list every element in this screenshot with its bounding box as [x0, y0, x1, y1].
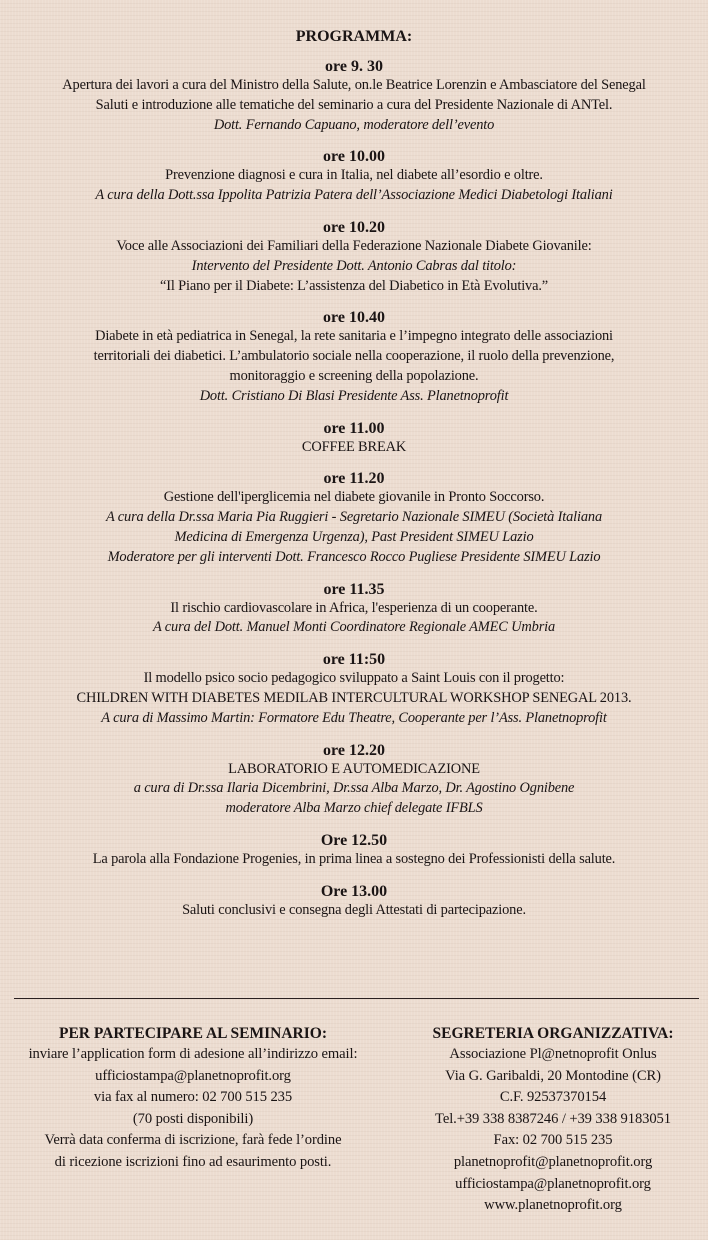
program-speaker: moderatore Alba Marzo chief delegate IFBLS [225, 800, 483, 817]
program-description: Voce alle Associazioni dei Familiari della Federazione Nazionale Diabete Giovanile: [116, 237, 592, 254]
program-time: ore 12.20 [323, 741, 385, 759]
program-speaker: Intervento del Presidente Dott. Antonio Cabras dal titolo: [191, 257, 517, 274]
program-speaker: Dott. Fernando Capuano, moderatore dell’evento [213, 116, 495, 133]
section-divider [14, 998, 699, 999]
program-description: Apertura dei lavori a cura del Ministro della Salute, on.le Beatrice Lorenzin e Ambasciatore del Senegal [62, 77, 646, 93]
program-item [0, 650, 708, 728]
participate-email-link[interactable]: ufficiostampa@planetnoprofit.org [95, 1067, 291, 1084]
program-time: Ore 13.00 [320, 882, 388, 900]
program-description: Il modello psico socio pedagogico sviluppato a Saint Louis con il progetto: [143, 670, 565, 687]
program-time: ore 11.00 [323, 419, 385, 437]
participate-line: inviare l’application form di adesione all’indirizzo email: [28, 1046, 358, 1062]
program-title: PROGRAMMA: [295, 28, 413, 45]
program-speaker: Dott. Cristiano Di Blasi Presidente Ass. Planetnoprofit [199, 387, 509, 404]
secretariat-tax-code: C.F. 92537370154 [499, 1089, 607, 1106]
program-speaker: Moderatore per gli interventi Dott. Francesco Rocco Pugliese Presidente SIMEU Lazio [107, 548, 601, 565]
program-description: Il rischio cardiovascolare in Africa, l'esperienza di un cooperante. [170, 599, 538, 616]
secretariat-section [398, 1024, 708, 1217]
secretariat-email-link[interactable]: planetnoprofit@planetnoprofit.org [453, 1153, 653, 1170]
program-speaker: A cura di Massimo Martin: Formatore Edu Theatre, Cooperante per l’Ass. Planetnoprofit [101, 709, 607, 726]
secretariat-address: Via G. Garibaldi, 20 Montodine (CR) [445, 1067, 661, 1084]
program-description: “Il Piano per il Diabete: L’assistenza del Diabetico in Età Evolutiva.” [159, 277, 549, 294]
secretariat-press-email-link[interactable]: ufficiostampa@planetnoprofit.org [455, 1175, 651, 1192]
program-item [0, 580, 708, 639]
program-time: ore 10.00 [323, 148, 385, 166]
participate-line: Verrà data conferma di iscrizione, farà fede l’ordine [44, 1132, 342, 1149]
program-speaker: A cura della Dott.ssa Ippolita Patrizia Patera dell’Associazione Medici Diabetologi Italiani [95, 187, 613, 204]
program-description: monitoraggio e screening della popolazione. [229, 367, 479, 384]
program-time: ore 11.20 [323, 470, 385, 488]
secretariat-organization: Associazione Pl@netnoprofit Onlus [449, 1046, 657, 1062]
program-speaker: Medicina di Emergenza Urgenza), Past President SIMEU Lazio [174, 528, 534, 545]
participate-section [0, 1024, 386, 1174]
program-description: COFFEE BREAK [301, 438, 407, 455]
participate-heading: PER PARTECIPARE AL SEMINARIO: [58, 1025, 327, 1042]
program-item [0, 469, 708, 567]
program-time: ore 10.40 [323, 309, 385, 327]
program-description: Saluti conclusivi e consegna degli Attestati di partecipazione. [182, 901, 526, 918]
program-description: Saluti e introduzione alle tematiche del seminario a cura del Presidente Nazionale di ANTel. [95, 96, 613, 113]
program-speaker: A cura del Dott. Manuel Monti Coordinatore Regionale AMEC Umbria [152, 619, 556, 636]
program-description: Prevenzione diagnosi e cura in Italia, nel diabete all’esordio e oltre. [165, 167, 543, 184]
program-list [0, 57, 708, 933]
program-description: La parola alla Fondazione Progenies, in prima linea a sostegno dei Professionisti della salute. [92, 850, 616, 867]
secretariat-phone: Tel.+39 338 8387246 / +39 338 9183051 [435, 1110, 671, 1127]
program-time: ore 9. 30 [325, 58, 383, 75]
program-item [0, 218, 708, 296]
program-time: ore 10.20 [323, 218, 385, 236]
participate-fax: via fax al numero: 02 700 515 235 [93, 1089, 293, 1106]
program-item [0, 147, 708, 206]
program-speaker: A cura della Dr.ssa Maria Pia Ruggieri - Segretario Nazionale SIMEU (Società Italiana [105, 509, 603, 526]
program-time: ore 11:50 [322, 651, 386, 669]
secretariat-heading: SEGRETERIA ORGANIZZATIVA: [432, 1025, 674, 1042]
program-description: CHILDREN WITH DIABETES MEDILAB INTERCULTURAL WORKSHOP SENEGAL 2013. [76, 689, 632, 706]
program-item [0, 882, 708, 921]
program-description: Gestione dell'iperglicemia nel diabete giovanile in Pronto Soccorso. [163, 489, 545, 506]
program-item [0, 741, 708, 819]
program-description: Diabete in età pediatrica in Senegal, la rete sanitaria e l’impegno integrato delle associazioni [95, 328, 613, 345]
participate-seats: (70 posti disponibili) [132, 1110, 254, 1127]
secretariat-website-link[interactable]: www.planetnoprofit.org [484, 1197, 622, 1214]
program-item [0, 419, 708, 458]
program-item [0, 308, 708, 406]
secretariat-fax: Fax: 02 700 515 235 [493, 1132, 613, 1149]
program-speaker: a cura di Dr.ssa Ilaria Dicembrini, Dr.ssa Alba Marzo, Dr. Agostino Ognibene [133, 780, 575, 797]
program-description: territoriali dei diabetici. L’ambulatorio sociale nella cooperazione, il ruolo della prevenzione, [93, 348, 615, 365]
program-time: Ore 12.50 [320, 831, 388, 849]
participate-line: di ricezione iscrizioni fino ad esaurimento posti. [54, 1153, 332, 1170]
program-item [0, 57, 708, 135]
program-description: LABORATORIO E AUTOMEDICAZIONE [228, 760, 480, 777]
program-item [0, 831, 708, 870]
program-time: ore 11.35 [323, 580, 385, 598]
